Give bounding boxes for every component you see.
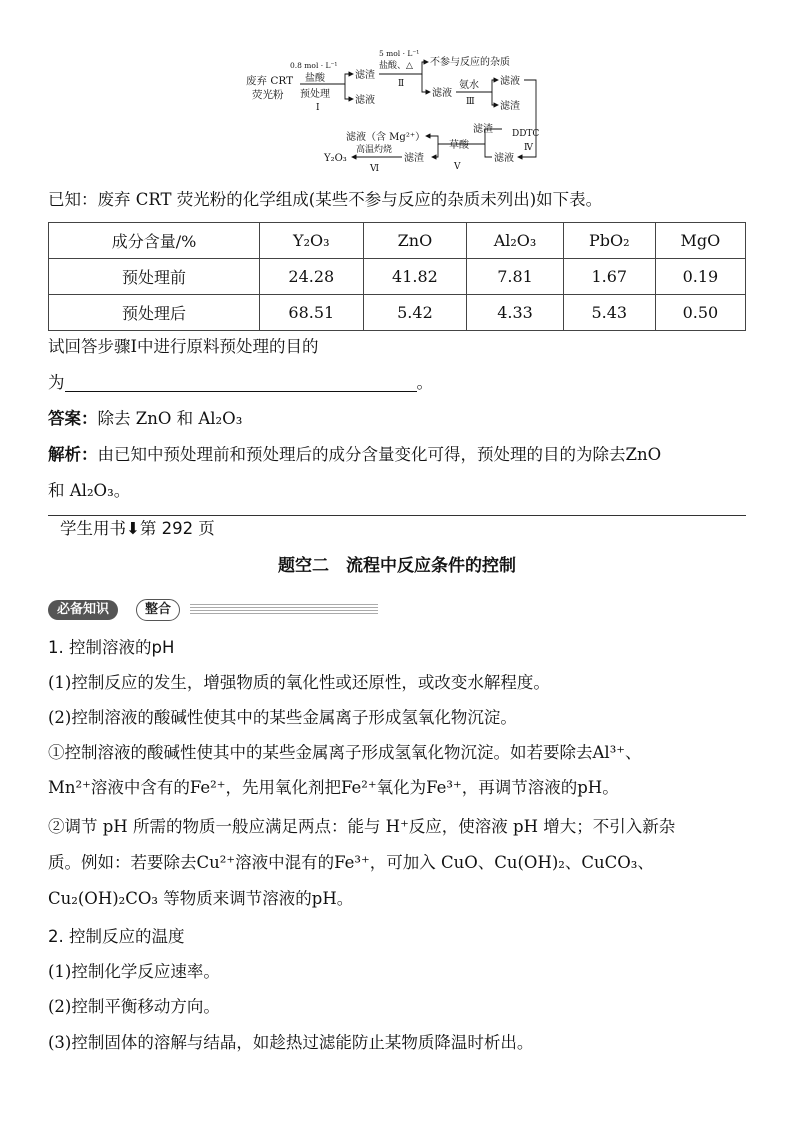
filtrate-4: 滤液 — [494, 153, 514, 164]
filter-residue-3: 滤渣 — [500, 101, 520, 112]
step1-condition: 0.8 mol · L⁻¹ — [290, 61, 338, 70]
heading-temperature-control: 2. 控制反应的温度 — [48, 927, 185, 946]
table-cell: 0.19 — [655, 259, 745, 295]
filtrate-3: 滤液 — [500, 76, 520, 87]
text-line: (3)控制固体的溶解与结晶，如趁热过滤能防止某物质降温时析出。 — [48, 1033, 534, 1052]
filtrate-1: 滤液 — [355, 95, 375, 106]
banner-tag-integrate: 整合 — [136, 599, 180, 621]
composition-table — [48, 222, 746, 331]
analysis-text: 由已知中预处理前和预处理后的成分含量变化可得，预处理的目的为除去ZnO — [97, 445, 662, 464]
filtrate-mg: 滤液（含 Mg²⁺） — [346, 132, 426, 143]
arrow-to-residue3 — [492, 92, 498, 105]
answer-text: 除去 ZnO 和 Al₂O₃ — [97, 409, 243, 428]
table-cell: 4.33 — [467, 295, 564, 331]
text-line: 质。例如：若要除去Cu²⁺溶液中混有的Fe³⁺，可加入 CuO、Cu(OH)₂、CuCO₃、 — [48, 853, 654, 872]
step5-reagent: 草酸 — [449, 140, 469, 151]
step2-number: Ⅱ — [398, 79, 405, 89]
filter-residue-4: 滤渣 — [473, 124, 493, 135]
table-header-cell: Y₂O₃ — [260, 223, 364, 259]
text-line: Mn²⁺溶液中含有的Fe²⁺，先用氧化剂把Fe²⁺氧化为Fe³⁺，再调节溶液的pH。 — [48, 778, 619, 797]
table-header-cell: ZnO — [363, 223, 467, 259]
text-line: (2)控制平衡移动方向。 — [48, 997, 220, 1016]
table-cell: 68.51 — [260, 295, 364, 331]
text-line: ①控制溶液的酸碱性使其中的某些金属离子形成氢氧化物沉淀。如若要除去Al³⁺、 — [48, 743, 642, 762]
question-line1: 试回答步骤Ⅰ中进行原料预处理的目的 — [48, 337, 319, 356]
section-divider — [48, 515, 746, 516]
table-row — [49, 295, 746, 331]
step2-condition: 5 mol · L⁻¹ — [379, 49, 420, 58]
analysis-label: 解析： — [48, 445, 98, 464]
flowchart-svg — [240, 44, 560, 176]
analysis-line2: 和 Al₂O₃。 — [48, 481, 131, 500]
process-flowchart — [240, 44, 560, 176]
table-row — [49, 259, 746, 295]
banner-stripes — [190, 604, 378, 616]
step1-process: 预处理 — [300, 89, 330, 100]
text-line: (2)控制溶液的酸碱性使其中的某些金属离子形成氢氧化物沉淀。 — [48, 708, 517, 727]
known-statement: 已知：废弃 CRT 荧光粉的化学组成(某些不参与反应的杂质未列出)如下表。 — [48, 190, 603, 209]
table-header-cell: 成分含量/% — [49, 223, 260, 259]
step1-number: Ⅰ — [316, 103, 320, 113]
table-cell: 预处理后 — [49, 295, 260, 331]
analysis-line1 — [48, 443, 748, 467]
product-y2o3: Y₂O₃ — [324, 153, 347, 164]
text-line: (1)控制化学反应速率。 — [48, 962, 220, 981]
table-cell: 41.82 — [363, 259, 467, 295]
step1-reagent: 盐酸 — [305, 73, 325, 84]
filtrate-2: 滤液 — [432, 88, 452, 99]
arrow-to-impurity — [420, 62, 428, 74]
answer-label: 答案： — [48, 409, 98, 428]
raw-material-line1: 废弃 CRT — [246, 75, 294, 87]
table-cell: 1.67 — [563, 259, 655, 295]
step6-reagent: 高温灼烧 — [356, 145, 393, 155]
step2-reagent: 盐酸、△ — [379, 61, 413, 71]
question-prefix: 为 — [48, 373, 65, 392]
text-line: Cu₂(OH)₂CO₃ 等物质来调节溶液的pH。 — [48, 889, 354, 908]
question-suffix: 。 — [416, 373, 433, 392]
student-book-ref: 学生用书⬇第 292 页 — [60, 519, 215, 538]
step4-number: Ⅳ — [524, 143, 533, 153]
step6-number: Ⅵ — [370, 164, 380, 174]
table-cell: 5.43 — [563, 295, 655, 331]
answer-line — [48, 407, 748, 431]
table-cell: 5.42 — [363, 295, 467, 331]
heading-ph-control: 1. 控制溶液的pH — [48, 638, 175, 657]
banner-tag-required-knowledge: 必备知识 — [48, 600, 118, 620]
table-header-cell: Al₂O₃ — [467, 223, 564, 259]
arrow-to-filtrate3 — [490, 80, 498, 92]
raw-material-line2: 荧光粉 — [252, 89, 284, 101]
table-cell: 7.81 — [467, 259, 564, 295]
arrow-to-filtrate1 — [345, 84, 353, 99]
section-title: 题空二 流程中反应条件的控制 — [278, 556, 516, 576]
table-header-cell: PbO₂ — [563, 223, 655, 259]
arrow-to-filtrate-mg — [426, 136, 440, 144]
table-cell: 0.50 — [655, 295, 745, 331]
step4-reagent: DDTC — [512, 129, 540, 139]
question-line2 — [48, 371, 748, 395]
filter-residue-1: 滤渣 — [355, 70, 375, 81]
table-header-row — [49, 223, 746, 259]
arrow-to-filtrate2 — [422, 74, 430, 92]
answer-blank — [65, 373, 417, 392]
table-header-cell: MgO — [655, 223, 745, 259]
arrow-to-residue5 — [432, 144, 438, 157]
arrow-to-residue1 — [343, 74, 353, 84]
text-line: (1)控制反应的发生，增强物质的氧化性或还原性，或改变水解程度。 — [48, 673, 550, 692]
table-cell: 24.28 — [260, 259, 364, 295]
impurity-label: 不参与反应的杂质 — [430, 57, 510, 68]
filter-residue-5: 滤渣 — [404, 153, 424, 164]
knowledge-banner — [48, 599, 378, 621]
step5-number: Ⅴ — [454, 162, 461, 172]
text-line: ②调节 pH 所需的物质一般应满足两点：能与 H⁺反应，使溶液 pH 增大；不引入新杂 — [48, 817, 676, 836]
step3-number: Ⅲ — [466, 97, 475, 107]
table-cell: 预处理前 — [49, 259, 260, 295]
step3-reagent: 氨水 — [459, 80, 479, 91]
